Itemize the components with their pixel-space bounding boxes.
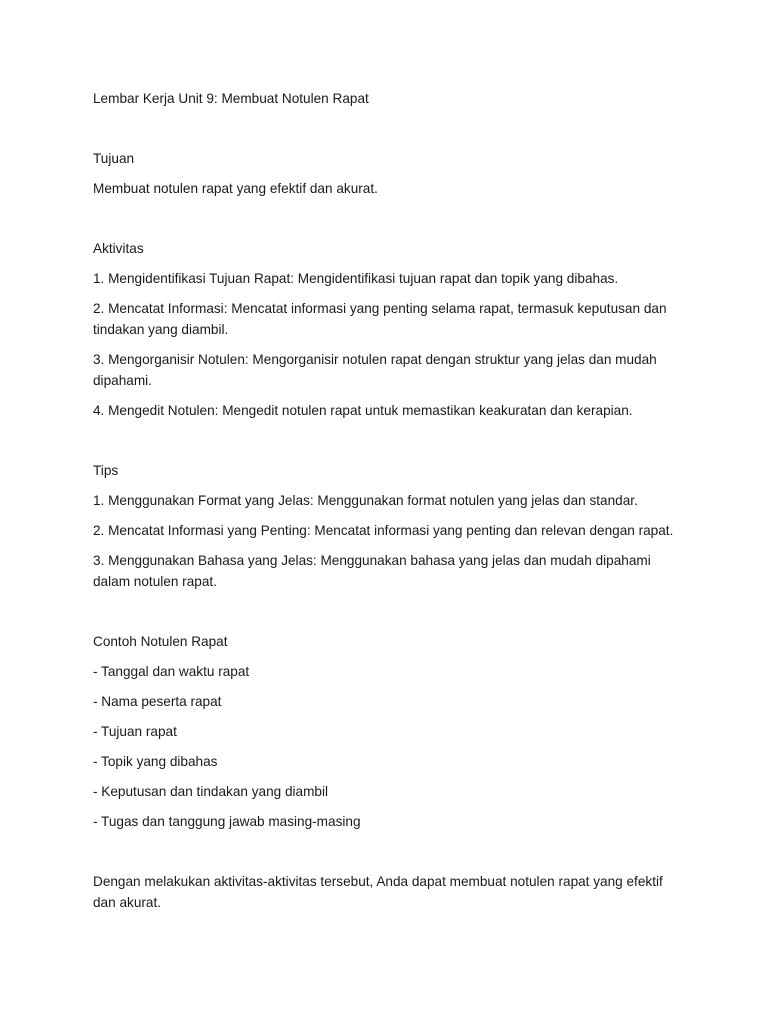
- aktivitas-item-4: 4. Mengedit Notulen: Mengedit notulen rapat untuk memastikan keakuratan dan kerapian.: [93, 403, 633, 418]
- section-heading-aktivitas: Aktivitas: [93, 241, 144, 256]
- contoh-item-3: - Tujuan rapat: [93, 724, 177, 739]
- contoh-item-5: - Keputusan dan tindakan yang diambil: [93, 784, 329, 799]
- section-heading-tips: Tips: [93, 463, 119, 478]
- section-heading-contoh: Contoh Notulen Rapat: [93, 634, 228, 649]
- aktivitas-item-2: 2. Mencatat Informasi: Mencatat informasi yang penting selama rapat, termasuk keputusan dan tindakan yang diambil.: [93, 301, 667, 337]
- document-title: Lembar Kerja Unit 9: Membuat Notulen Rapat: [93, 91, 369, 106]
- tips-item-3: 3. Menggunakan Bahasa yang Jelas: Menggunakan bahasa yang jelas dan mudah dipahami dalam notulen rapat.: [93, 553, 651, 589]
- closing-paragraph: Dengan melakukan aktivitas-aktivitas tersebut, Anda dapat membuat notulen rapat yang efektif dan akurat.: [93, 874, 663, 910]
- tips-item-1: 1. Menggunakan Format yang Jelas: Menggunakan format notulen yang jelas dan standar.: [93, 493, 638, 508]
- contoh-item-1: - Tanggal dan waktu rapat: [93, 664, 250, 679]
- contoh-item-4: - Topik yang dibahas: [93, 754, 218, 769]
- document-page: [93, 88, 683, 922]
- section-heading-tujuan: Tujuan: [93, 151, 135, 166]
- contoh-item-2: - Nama peserta rapat: [93, 694, 222, 709]
- tips-item-2: 2. Mencatat Informasi yang Penting: Mencatat informasi yang penting dan relevan dengan rapat.: [93, 523, 674, 538]
- contoh-item-6: - Tugas dan tanggung jawab masing-masing: [93, 814, 361, 829]
- aktivitas-item-1: 1. Mengidentifikasi Tujuan Rapat: Mengidentifikasi tujuan rapat dan topik yang dibahas.: [93, 271, 619, 286]
- aktivitas-item-3: 3. Mengorganisir Notulen: Mengorganisir notulen rapat dengan struktur yang jelas dan mudah dipahami.: [93, 352, 657, 388]
- tujuan-text: Membuat notulen rapat yang efektif dan akurat.: [93, 181, 378, 196]
